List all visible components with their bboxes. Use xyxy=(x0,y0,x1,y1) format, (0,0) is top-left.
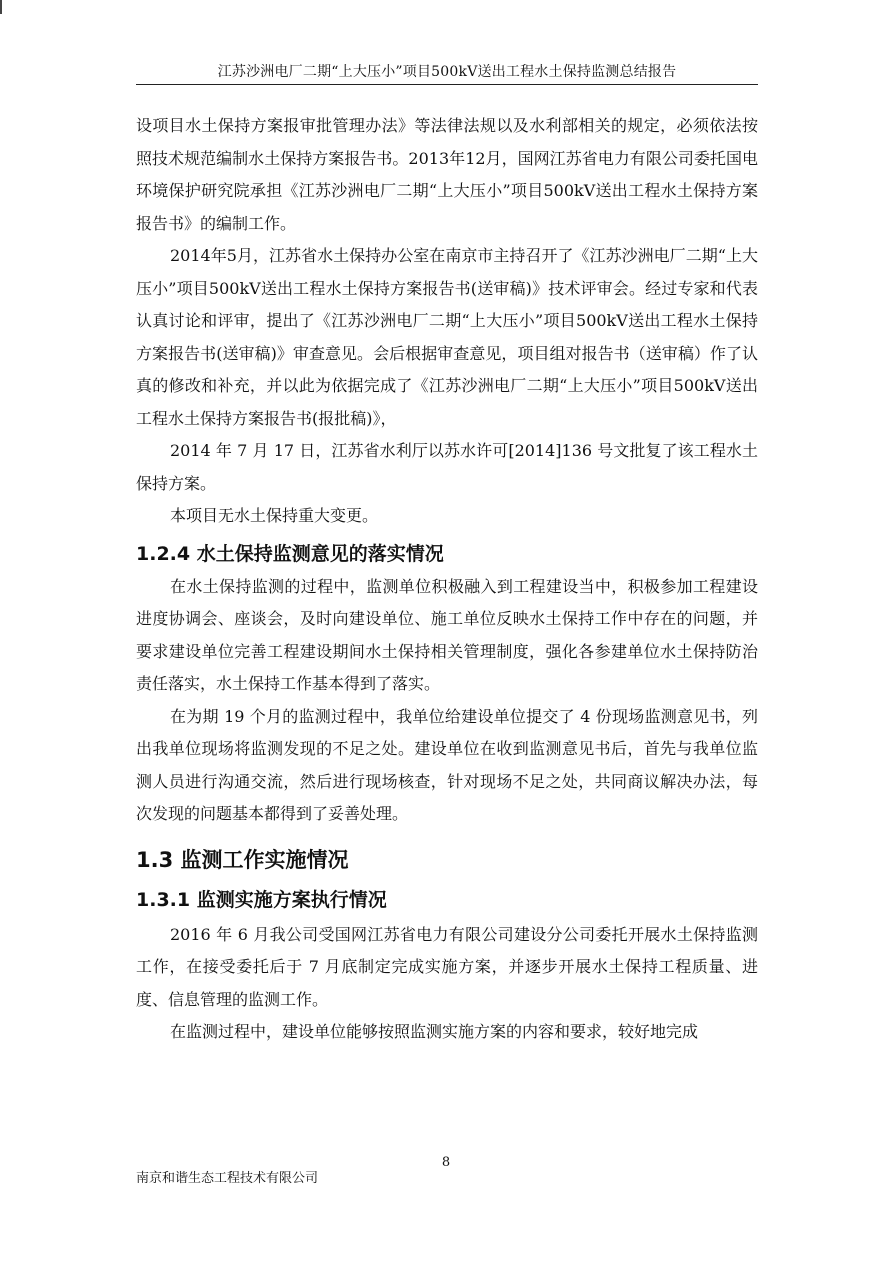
paragraph-2: 2014年5月，江苏省水土保持办公室在南京市主持召开了《江苏沙洲电厂二期“上大压小”项目500kV送出工程水土保持方案报告书(送审稿)》技术评审会。经过专家和代表认真讨论和评审，提出了《江苏沙洲电厂二期“上大压小”项目500kV送出工程水土保持方案报告书(送审稿)》审查意见。会后根据审查意见，项目组对报告书（送审稿）作了认真的修改和补充，并以此为依据完成了《江苏沙洲电厂二期“上大压小”项目500kV送出工程水土保持方案报告书(报批稿)》， xyxy=(136,246,758,428)
running-header: 江苏沙洲电厂二期“上大压小”项目500kV送出工程水土保持监测总结报告 xyxy=(217,64,677,80)
footer-organization: 南京和谐生态工程技术有限公司 xyxy=(136,1171,319,1186)
paragraph-8: 在监测过程中，建设单位能够按照监测实施方案的内容和要求，较好地完成 xyxy=(170,1022,699,1041)
heading-1-3: 1.3 监测工作实施情况 xyxy=(136,847,349,872)
paragraph-7: 2016 年 6 月我公司受国网江苏省电力有限公司建设分公司委托开展水土保持监测工作，在接受委托后于 7 月底制定完成实施方案，并逐步开展水土保持工程质量、进度、信息管理的监测工作。 xyxy=(136,924,758,1009)
paragraph-5: 在水土保持监测的过程中，监测单位积极融入到工程建设当中，积极参加工程建设进度协调会、座谈会，及时向建设单位、施工单位反映水土保持工作中存在的问题，并要求建设单位完善工程建设期间水土保持相关管理制度，强化各参建单位水土保持防治责任落实，水土保持工作基本得到了落实。 xyxy=(136,576,758,693)
header-rule xyxy=(136,84,758,85)
corner-mark xyxy=(0,0,2,14)
paragraph-1: 设项目水土保持方案报审批管理办法》等法律法规以及水利部相关的规定，必须依法按照技术规范编制水土保持方案报告书。2013年12月，国网江苏省电力有限公司委托国电环境保护研究院承担《江苏沙洲电厂二期“上大压小”项目500kV送出工程水土保持方案报告书》的编制工作。 xyxy=(136,116,758,233)
paragraph-3: 2014 年 7 月 17 日，江苏省水利厅以苏水许可[2014]136 号文批复了该工程水土保持方案。 xyxy=(136,441,758,493)
paragraph-4: 本项目无水土保持重大变更。 xyxy=(170,506,379,525)
paragraph-6: 在为期 19 个月的监测过程中，我单位给建设单位提交了 4 份现场监测意见书，列出我单位现场将监测发现的不足之处。建设单位在收到监测意见书后，首先与我单位监测人员进行沟通交流，然后进行现场核查，针对现场不足之处，共同商议解决办法，每次发现的问题基本都得到了妥善处理。 xyxy=(136,706,758,823)
heading-1-2-4: 1.2.4 水土保持监测意见的落实情况 xyxy=(136,542,444,565)
heading-1-3-1: 1.3.1 监测实施方案执行情况 xyxy=(136,888,387,911)
body-text xyxy=(136,110,758,1049)
page-number: 8 xyxy=(441,1155,451,1170)
